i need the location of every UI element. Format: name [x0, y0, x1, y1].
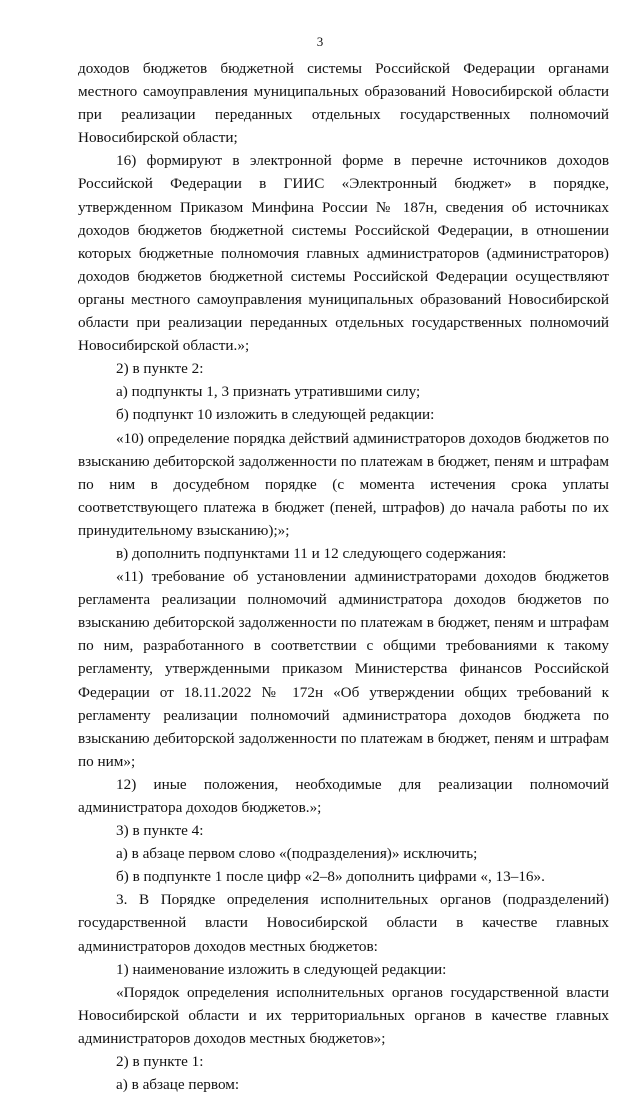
paragraph: 1) наименование изложить в следующей редакции: [116, 960, 447, 978]
paragraph: а) в абзаце первом: [116, 1076, 240, 1094]
paragraph: а) подпункты 1, 3 признать утратившими силу; [116, 383, 421, 401]
paragraph: 3) в пункте 4: [116, 822, 204, 840]
paragraph: «10) определение порядка действий администраторов доходов бюджетов по взысканию дебиторской задолженности по платежам в бюджет, пеням и штрафам по ним в досудебном порядке (с момента истечения срока уплаты соответствующего платежа в бюджет (пеней, штрафов) до начала работы по их принудительному взысканию);»; [78, 429, 609, 539]
paragraph: 12) иные положения, необходимые для реализации полномочий администратора доходов бюджетов.»; [78, 775, 609, 816]
paragraph: б) подпункт 10 изложить в следующей редакции: [116, 406, 435, 424]
paragraph: 16) формируют в электронной форме в перечне источников доходов Российской Федерации в ГИИС «Электронный бюджет» в порядке, утвержденном Приказом Минфина России № 187н, сведения об источниках доходов бюджетов бюджетной системы Российской Федерации, в отношении которых бюджетные полномочия главных администраторов (администраторов) доходов бюджетов бюджетной системы Российской Федерации осуществляют органы местного самоуправления муниципальных образований Новосибирской области при реализации переданных отдельных государственных полномочий Новосибирской области.»; [78, 152, 609, 355]
paragraph: 3. В Порядке определения исполнительных органов (подразделений) государственной власти Новосибирской области в качестве главных администраторов доходов местных бюджетов: [78, 891, 609, 955]
paragraph: «Порядок определения исполнительных органов государственной власти Новосибирской области и их территориальных органов в качестве главных администраторов доходов местных бюджетов»; [78, 983, 609, 1047]
paragraph: 2) в пункте 2: [116, 360, 204, 378]
paragraph: «11) требование об установлении администраторами доходов бюджетов регламента реализации полномочий администратора доходов бюджетов по взысканию дебиторской задолженности по платежам в бюджет, пеням и штрафам по ним, разработанного в соответствии с общими требованиями к такому регламенту, утвержденными приказом Министерства финансов Российской Федерации от 18.11.2022 № 172н «Об утверждении общих требований к регламенту реализации полномочий администратора доходов бюджета по взысканию дебиторской задолженности по платежам в бюджет, пеням и штрафам по ним»; [78, 568, 609, 770]
paragraph: 2) в пункте 1: [116, 1053, 204, 1071]
paragraph: доходов бюджетов бюджетной системы Российской Федерации органами местного самоуправления муниципальных образований Новосибирской области при реализации переданных отдельных государственных полномочий Новосибирской области; [78, 60, 609, 147]
paragraph: а) в абзаце первом слово «(подразделения)» исключить; [116, 845, 478, 863]
paragraph: б) в подпункте 1 после цифр «2–8» дополнить цифрами «, 13–16». [116, 868, 545, 886]
page-number: 3 [316, 34, 324, 49]
paragraph: в) дополнить подпунктами 11 и 12 следующего содержания: [116, 544, 507, 562]
document-body [78, 57, 609, 1096]
